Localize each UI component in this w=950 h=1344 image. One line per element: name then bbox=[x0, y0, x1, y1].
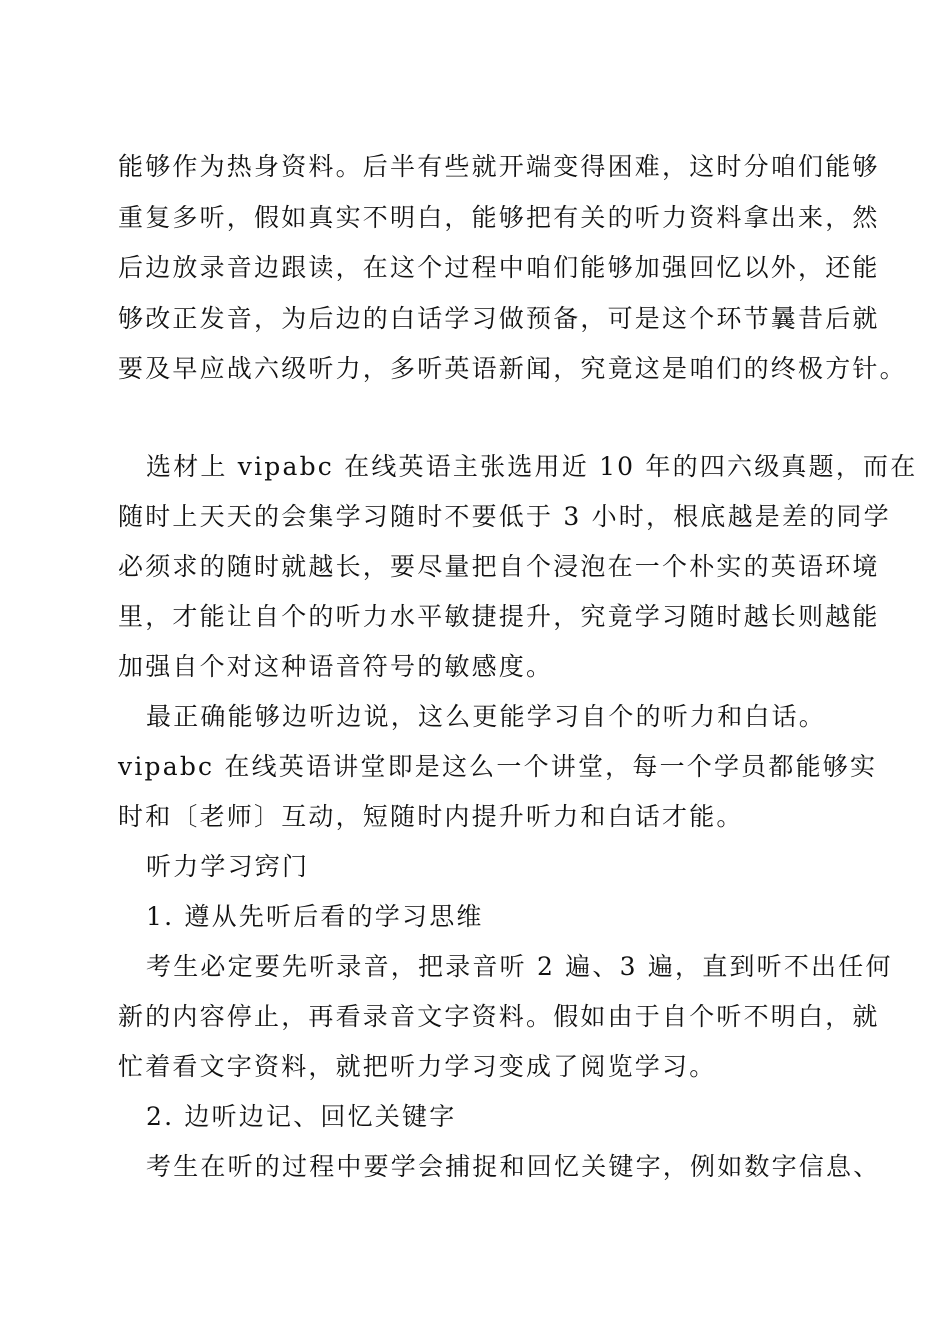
numbered-tip-heading: 2. 边听边记、回忆关键字 bbox=[146, 1102, 457, 1131]
paragraph-line: 选材上 vipabc 在线英语主张选用近 10 年的四六级真题，而在 bbox=[146, 452, 918, 481]
paragraph-line: 新的内容停止，再看录音文字资料。假如由于自个听不明白，就 bbox=[118, 1002, 880, 1031]
section-heading: 听力学习窍门 bbox=[146, 852, 310, 881]
paragraph-line: 考生在听的过程中要学会捕捉和回忆关键字，例如数字信息、 bbox=[146, 1152, 881, 1181]
paragraph-line: 必须求的随时就越长，要尽量把自个浸泡在一个朴实的英语环境 bbox=[118, 552, 880, 581]
paragraph-line: 里，才能让自个的听力水平敏捷提升，究竟学习随时越长则越能 bbox=[118, 602, 880, 631]
paragraph-line: vipabc 在线英语讲堂即是这么一个讲堂，每一个学员都能够实 bbox=[118, 752, 878, 781]
paragraph-line: 随时上天天的会集学习随时不要低于 3 小时，根底越是差的同学 bbox=[118, 502, 891, 531]
paragraph-line: 后边放录音边跟读，在这个过程中咱们能够加强回忆以外，还能 bbox=[118, 253, 880, 282]
numbered-tip-heading: 1. 遵从先听后看的学习思维 bbox=[146, 902, 484, 931]
paragraph-line: 能够作为热身资料。后半有些就开端变得困难，这时分咱们能够 bbox=[118, 152, 880, 181]
paragraph-line: 加强自个对这种语音符号的敏感度。 bbox=[118, 652, 554, 681]
paragraph-line: 最正确能够边听边说，这么更能学习自个的听力和白话。 bbox=[146, 702, 827, 731]
paragraph-line: 忙着看文字资料，就把听力学习变成了阅览学习。 bbox=[118, 1052, 717, 1081]
paragraph-line: 考生必定要先听录音，把录音听 2 遍、3 遍，直到听不出任何 bbox=[146, 952, 893, 981]
paragraph-line: 够改正发音，为后边的白话学习做预备，可是这个环节曩昔后就 bbox=[118, 304, 880, 333]
paragraph-line: 重复多听，假如真实不明白，能够把有关的听力资料拿出来，然 bbox=[118, 203, 880, 232]
paragraph-line: 时和〔老师〕互动，短随时内提升听力和白话才能。 bbox=[118, 802, 744, 831]
paragraph-line: 要及早应战六级听力，多听英语新闻，究竟这是咱们的终极方针。 bbox=[118, 354, 907, 383]
